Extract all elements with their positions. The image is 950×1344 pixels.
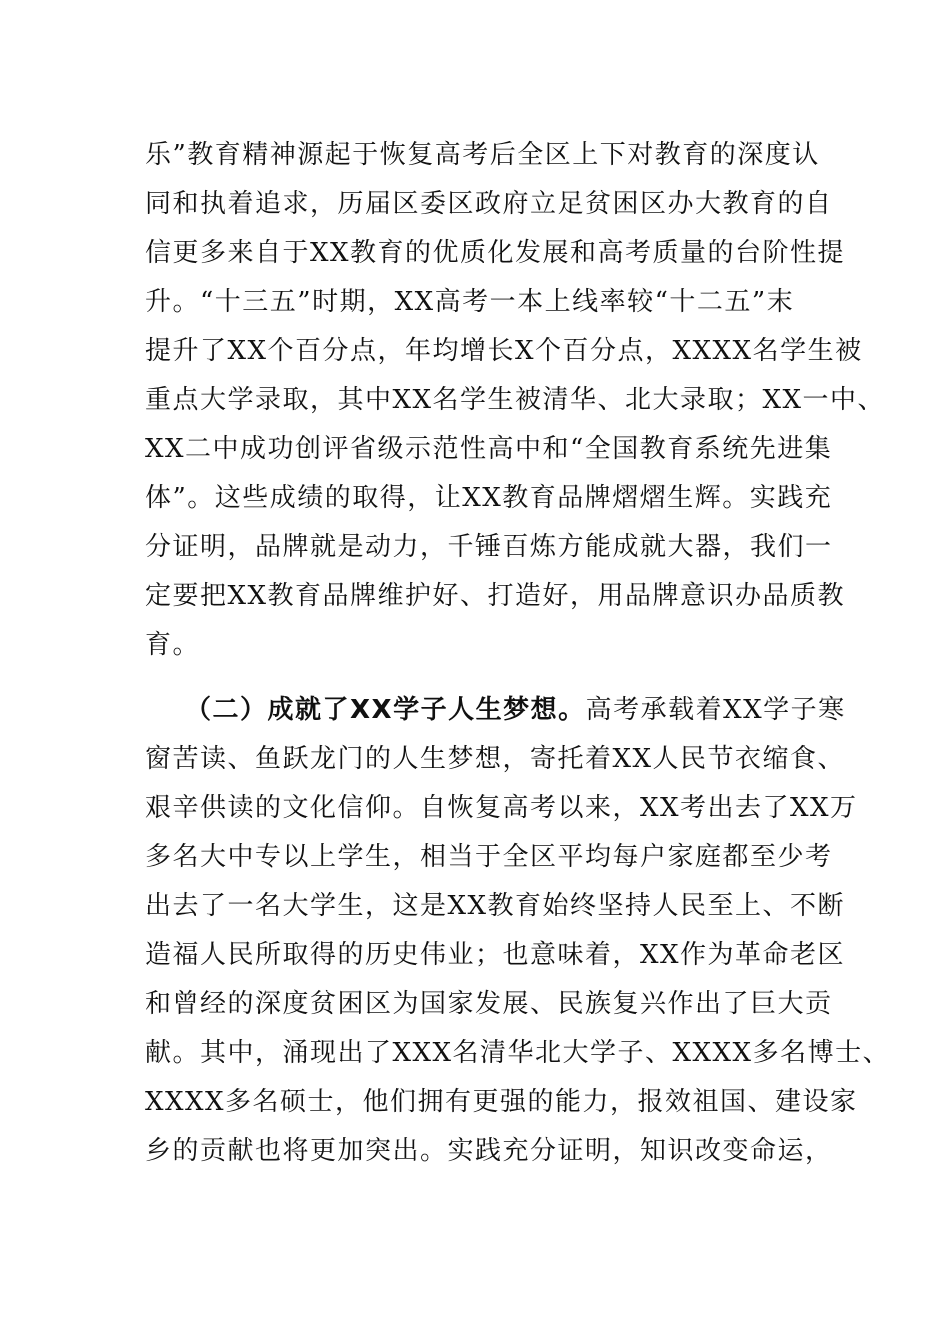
text-line: 提升了XX个百分点，年均增长X个百分点，XXXX名学生被 xyxy=(145,336,863,366)
text-line: 出去了一名大学生，这是XX教育始终坚持人民至上、不断 xyxy=(145,891,846,921)
text-line: 和曾经的深度贫困区为国家发展、民族复兴作出了巨大贡 xyxy=(145,989,833,1019)
text-line: 多名大中专以上学生，相当于全区平均每户家庭都至少考 xyxy=(145,842,833,872)
text-line: 育。 xyxy=(145,630,201,660)
text-line: 重点大学录取，其中XX名学生被清华、北大录取；XX一中、 xyxy=(145,385,886,415)
text-line: 定要把XX教育品牌维护好、打造好，用品牌意识办品质教 xyxy=(145,581,846,611)
text-line: 造福人民所取得的历史伟业；也意味着，XX作为革命老区 xyxy=(145,940,846,970)
text-line: 艰辛供读的文化信仰。自恢复高考以来，XX考出去了XX万 xyxy=(145,793,858,823)
text-line: 体”。这些成绩的取得，让XX教育品牌熠熠生辉。实践充 xyxy=(145,483,833,513)
text-line: 分证明，品牌就是动力，千锤百炼方能成就大器，我们一 xyxy=(145,532,833,562)
text-line: XX二中成功创评省级示范性高中和“全国教育系统先进集 xyxy=(145,434,833,464)
text-line: 同和执着追求，历届区委区政府立足贫困区办大教育的自 xyxy=(145,189,833,219)
text-line: 信更多来自于XX教育的优质化发展和高考质量的台阶性提 xyxy=(145,238,846,268)
text-line: 升。“十三五”时期，XX高考一本上线率较“十二五”末 xyxy=(145,287,795,317)
section-first-line xyxy=(185,690,846,730)
text-line: 乡的贡献也将更加突出。实践充分证明，知识改变命运， xyxy=(145,1136,833,1166)
text-line: 献。其中，涌现出了XXX名清华北大学子、XXXX多名博士、 xyxy=(145,1038,891,1068)
text-line: XXXX多名硕士，他们拥有更强的能力，报效祖国、建设家 xyxy=(145,1087,858,1117)
section-heading-continuation: 高考承载着XX学子寒 xyxy=(585,695,846,725)
section-heading: （二）成就了XX学子人生梦想。 xyxy=(185,695,586,725)
text-line: 窗苦读、鱼跃龙门的人生梦想，寄托着XX人民节衣缩食、 xyxy=(145,744,846,774)
text-line: 乐”教育精神源起于恢复高考后全区上下对教育的深度认 xyxy=(145,140,820,170)
